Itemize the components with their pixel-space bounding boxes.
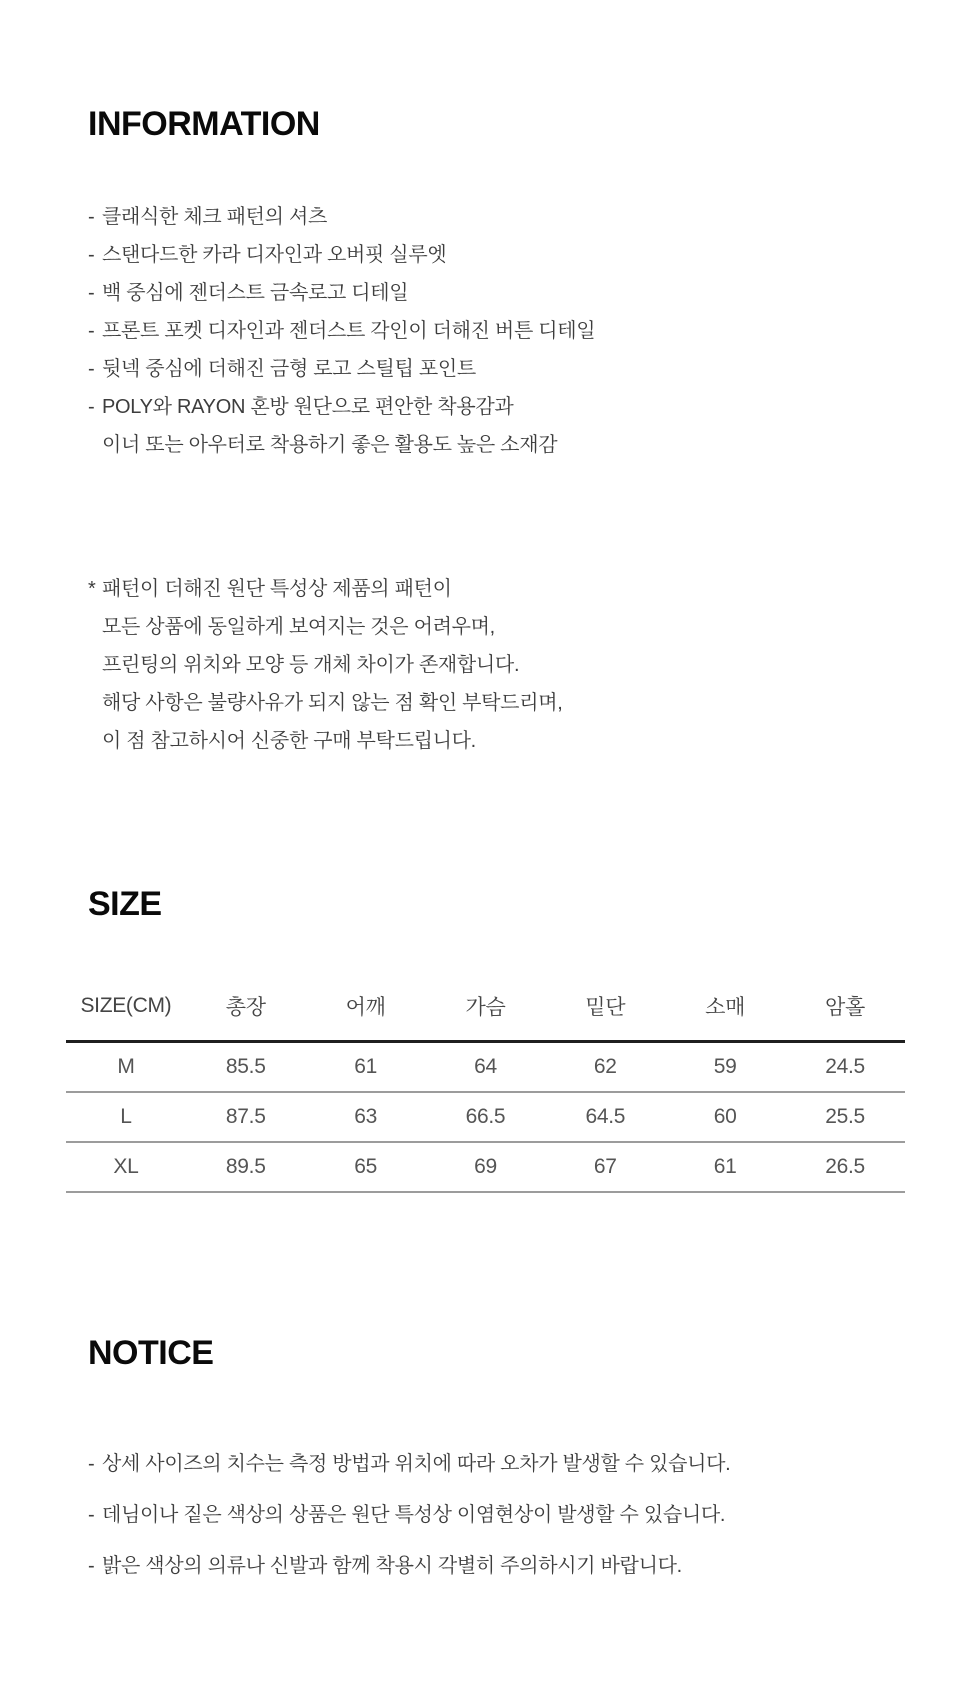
size-table-cell: 69	[426, 1142, 546, 1192]
bullet-dash: -	[88, 320, 95, 342]
size-table-cell: 61	[665, 1142, 785, 1192]
size-table-cell: 60	[665, 1092, 785, 1142]
size-table-header-cell: SIZE(CM)	[66, 972, 186, 1042]
size-table-cell: XL	[66, 1142, 186, 1192]
info-item-text: 클래식한 체크 패턴의 셔츠	[102, 206, 327, 228]
notice-item-text: 밝은 색상의 의류나 신발과 함께 착용시 각별히 주의하시기 바랍니다.	[102, 1555, 682, 1577]
bullet-dash: -	[88, 358, 95, 380]
caution-line	[88, 570, 960, 608]
table-row	[66, 1142, 905, 1192]
size-table-header-cell: 암홀	[785, 972, 905, 1042]
info-item	[88, 312, 960, 350]
size-table-cell: 66.5	[426, 1092, 546, 1142]
info-item	[88, 350, 960, 388]
size-table-cell: L	[66, 1092, 186, 1142]
size-table-cell: 65	[306, 1142, 426, 1192]
info-item-text: 프론트 포켓 디자인과 젠더스트 각인이 더해진 버튼 디테일	[102, 320, 596, 342]
size-table-cell: 67	[545, 1142, 665, 1192]
notice-heading: NOTICE	[88, 1334, 214, 1372]
pattern-caution-note	[0, 570, 960, 760]
info-item-text: 백 중심에 젠더스트 금속로고 디테일	[102, 282, 409, 304]
caution-line	[88, 684, 960, 722]
size-table-cell: 87.5	[186, 1092, 306, 1142]
size-table-header-cell: 소매	[665, 972, 785, 1042]
info-item	[88, 388, 960, 426]
info-item-text: 뒷넥 중심에 더해진 금형 로고 스틸팁 포인트	[102, 358, 476, 380]
bullet-dash: -	[88, 206, 95, 228]
caution-line-text: 해당 사항은 불량사유가 되지 않는 점 확인 부탁드리며,	[102, 692, 563, 714]
bullet-dash: -	[88, 282, 95, 304]
size-table-cell: 25.5	[785, 1092, 905, 1142]
caution-line-text: 프린팅의 위치와 모양 등 개체 차이가 존재합니다.	[102, 654, 520, 676]
caution-line	[88, 722, 960, 760]
size-table-cell: M	[66, 1042, 186, 1093]
size-table-cell: 64.5	[545, 1092, 665, 1142]
info-item-text: 스탠다드한 카라 디자인과 오버핏 실루엣	[102, 244, 447, 266]
bullet-dash: -	[88, 1504, 95, 1526]
info-item	[88, 236, 960, 274]
size-table-cell: 59	[665, 1042, 785, 1093]
caution-line-text: 이 점 참고하시어 신중한 구매 부탁드립니다.	[102, 730, 476, 752]
table-row	[66, 1042, 905, 1093]
caution-line-text: 모든 상품에 동일하게 보여지는 것은 어려우며,	[102, 616, 495, 638]
size-table-header-cell: 어깨	[306, 972, 426, 1042]
caution-line	[88, 608, 960, 646]
size-table	[66, 972, 905, 1193]
size-table-cell: 26.5	[785, 1142, 905, 1192]
notice-item-text: 데님이나 짙은 색상의 상품은 원단 특성상 이염현상이 발생할 수 있습니다.	[102, 1504, 726, 1526]
size-table-cell: 64	[426, 1042, 546, 1093]
notice-item-text: 상세 사이즈의 치수는 측정 방법과 위치에 따라 오차가 발생할 수 있습니다.	[102, 1453, 731, 1475]
table-row	[66, 1092, 905, 1142]
info-item-text: 이너 또는 아우터로 착용하기 좋은 활용도 높은 소재감	[102, 434, 558, 456]
information-list	[0, 198, 960, 464]
notice-item	[88, 1439, 960, 1490]
size-table-cell: 63	[306, 1092, 426, 1142]
size-table-header-cell: 가슴	[426, 972, 546, 1042]
size-table-header-cell: 총장	[186, 972, 306, 1042]
info-item	[88, 198, 960, 236]
size-table-cell: 62	[545, 1042, 665, 1093]
caution-line-text: 패턴이 더해진 원단 특성상 제품의 패턴이	[102, 578, 452, 600]
bullet-dash: -	[88, 1555, 95, 1577]
notice-item	[88, 1490, 960, 1541]
size-table-cell: 61	[306, 1042, 426, 1093]
bullet-dash: -	[88, 1453, 95, 1475]
size-table-header-row	[66, 972, 905, 1042]
notice-item	[88, 1541, 960, 1592]
size-table-head	[66, 972, 905, 1042]
information-heading: INFORMATION	[88, 105, 320, 143]
size-table-header-cell: 밑단	[545, 972, 665, 1042]
size-table-cell: 89.5	[186, 1142, 306, 1192]
size-table-cell: 24.5	[785, 1042, 905, 1093]
size-heading: SIZE	[88, 885, 162, 923]
size-table-cell: 85.5	[186, 1042, 306, 1093]
size-table-body	[66, 1042, 905, 1193]
caution-line	[88, 646, 960, 684]
notice-list	[0, 1439, 960, 1592]
bullet-asterisk: *	[88, 578, 96, 600]
bullet-dash: -	[88, 244, 95, 266]
info-item-continuation	[88, 426, 960, 464]
info-item	[88, 274, 960, 312]
bullet-dash: -	[88, 396, 95, 418]
info-item-text: POLY와 RAYON 혼방 원단으로 편안한 착용감과	[102, 396, 514, 418]
